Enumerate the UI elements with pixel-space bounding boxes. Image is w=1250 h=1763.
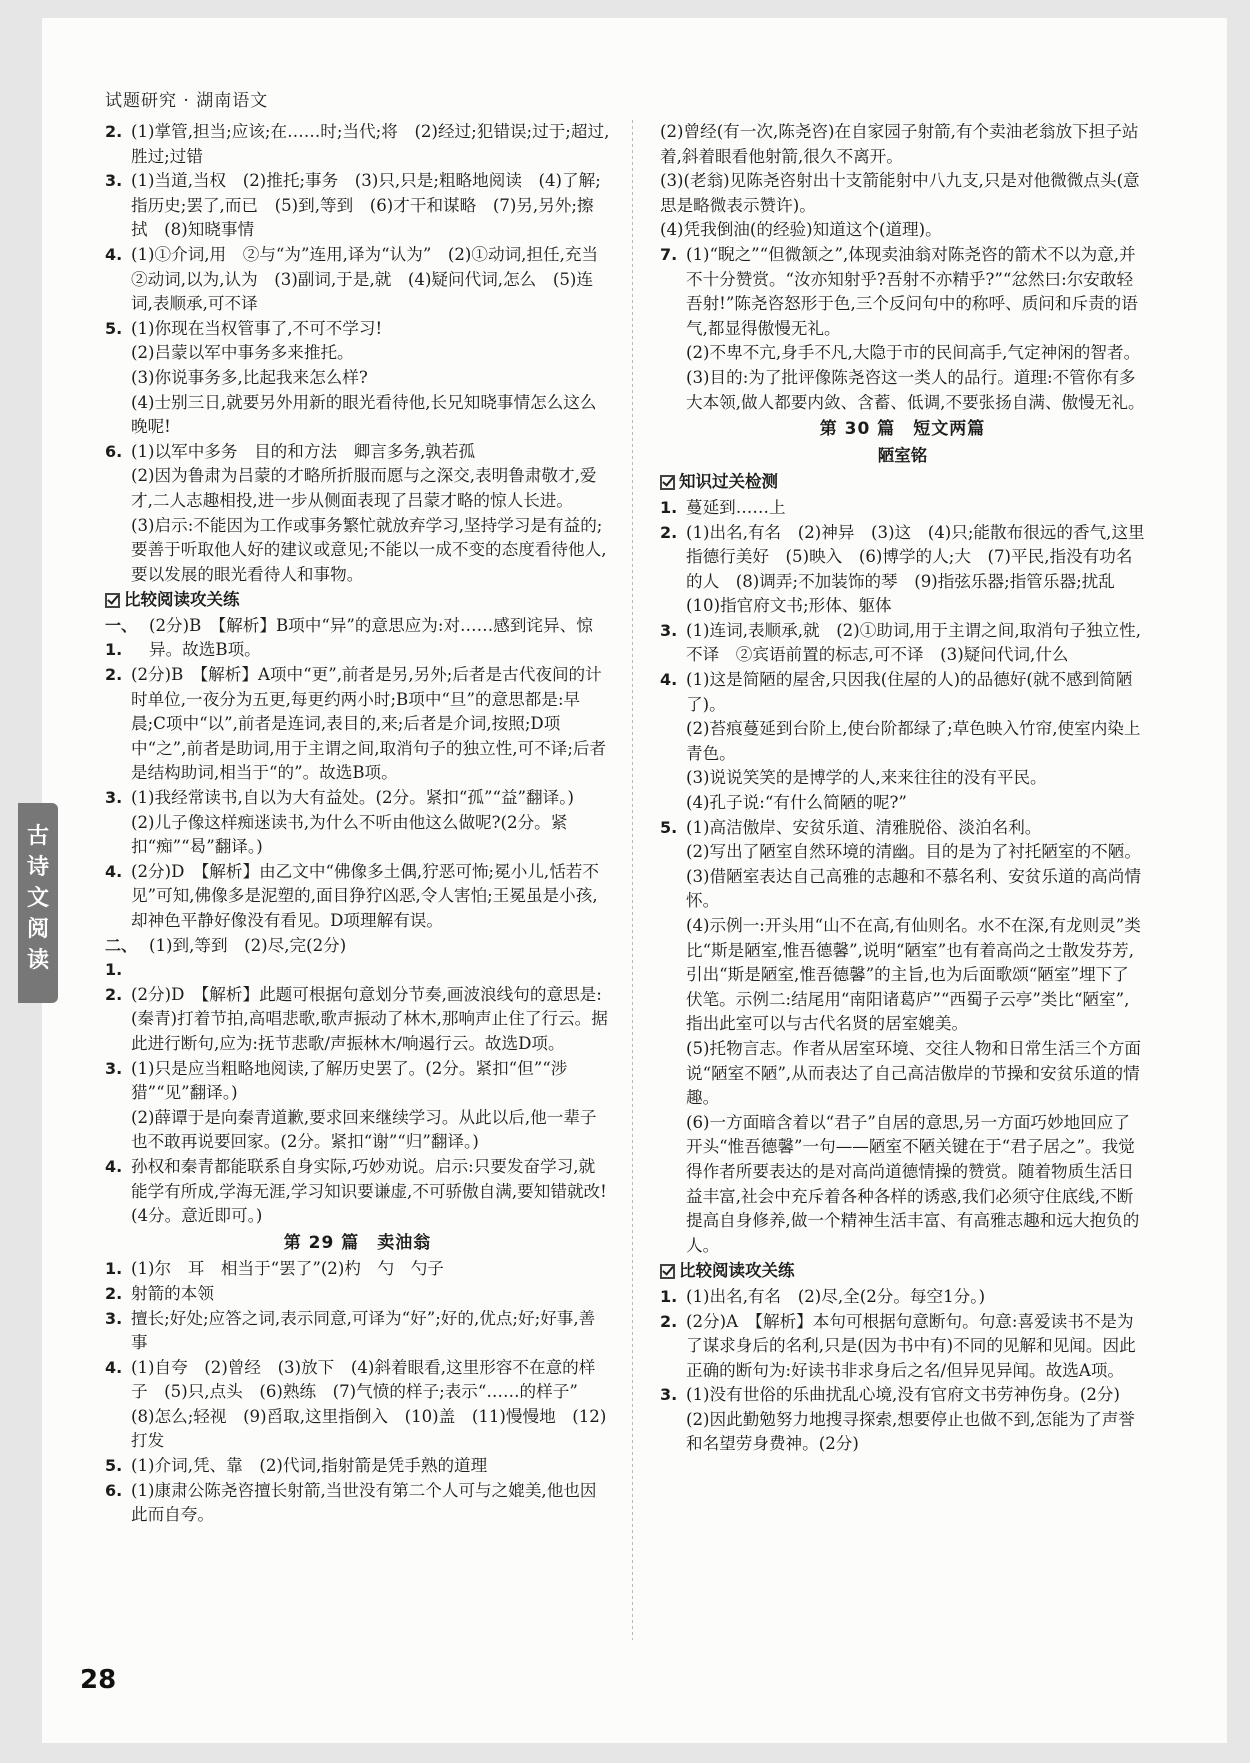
answer-line: (2)写出了陋室自然环境的清幽。目的是为了衬托陋室的不陋。 (686, 842, 1141, 862)
answer-item: 4. (1)①介词,用 ②与“为”连用,译为“认为” (2)①动词,担任,充当 ②动词,以为,认为 (3)副词,于是,就 (4)疑问代词,怎么 (5)连词,表顺承,可不译 (105, 244, 615, 314)
answer-line: (2)不卑不亢,身手不凡,大隐于市的民间高手,气定神闲的智者。 (686, 343, 1141, 363)
answer-line: (2)因此勤勉努力地搜寻探索,想要停止也做不到,怎能为了声誉和名望劳身费神。(2分) (686, 1409, 1135, 1454)
answer-line: (3)(老翁)见陈尧咨射出十支箭能射中八九支,只是对他微微点头(意思是略微表示赞许)。 (660, 171, 1140, 215)
answer-line: (3)目的:为了批评像陈尧咨这一类人的品行。道理:不管你有多大本领,做人都要内敛、含蓄、低调,不要张扬自满、傲慢无礼。 (686, 367, 1145, 412)
answer-item: 4. 孙权和秦青都能联系自身实际,巧妙劝说。启示:只要发奋学习,就能学有所成,学海无涯,学习知识要谦虚,不可骄傲自满,要知错就改!(4分。意近即可。) (105, 1156, 607, 1226)
section-heading: 知识过关检测 (660, 470, 1145, 495)
answer-item: 2. (1)出名,有名 (2)神异 (3)这 (4)只;能散布很远的香气,这里指德行美好 (5)映入 (6)博学的人;大 (7)平民,指没有功名的人 (8)调弄;不加装饰的琴 (9)指弦乐器;指管乐器;扰乱 (10)指官府文书;形体、躯体 (660, 522, 1145, 616)
answer-line: (3)说说笑笑的是博学的人,来来往往的没有平民。 (686, 768, 1047, 788)
answer-item: 2. (2分)A 【解析】本句可根据句意断句。句意:喜爱读书不是为了谋求身后的名利,只是(因为书中有)不同的见解和见闻。因此正确的断句为:好读书非求身后之名/但异见异闻。故选A项。 (660, 1311, 1136, 1380)
answer-line: (2)吕蒙以军中事务多来推托。 (131, 343, 354, 363)
answer-item: 6. (1)康肃公陈尧咨擅长射箭,当世没有第二个人可与之媲美,他也因此而自夸。 (105, 1480, 597, 1525)
answer-item: 2. (2分)B 【解析】A项中“更”,前者是另,另外;后者是古代夜间的计时单位,一夜分为五更,每更约两小时;B项中“旦”的意思都是:早晨;C项中“以”,前者是连词,表目的,来;后者是介词,按照;D项中“之”,前者是助词,用于主谓之间,取消句子的独立性,可不译;后者是结构助词,相当于“的”。故选B项。 (105, 665, 607, 783)
answer-line: (3)你说事务多,比起我来怎么样? (131, 367, 368, 387)
answer-item: 一、1. (2分)B 【解析】B项中“异”的意思应为:对……感到诧异、惊异。故选B项。 (105, 615, 593, 660)
section-heading: 比较阅读攻关练 (660, 1259, 1145, 1284)
checkbox-icon (660, 1264, 675, 1279)
answer-item: 3. (1)我经常读书,自以为大有益处。(2分。紧扣“孤”“益”翻译。) (105, 788, 574, 808)
answer-line: (5)托物言志。作者从居室环境、交往人物和日常生活三个方面说“陋室不陋”,从而表达了自己高洁傲岸的节操和安贫乐道的情趣。 (686, 1038, 1141, 1108)
answer-item: 5. (1)你现在当权管事了,不可不学习! (105, 318, 383, 338)
side-tab (18, 803, 58, 1003)
page-number: 28 (80, 1665, 117, 1695)
answer-item: 3. 擅长;好处;应答之词,表示同意,可译为“好”;好的,优点;好;好事,善事 (105, 1308, 596, 1353)
answer-item: 4. (2分)D 【解析】由乙文中“佛像多土偶,狞恶可怖;冕小儿,恬若不见”可知,佛像多是泥塑的,面目狰狞凶恶,令人害怕;王冕虽是小孩,却神色平静好像没有看见。D项理解有误。 (105, 861, 599, 930)
answer-line: (3)借陋室表达自己高雅的志趣和不慕名利、安贫乐道的高尚情怀。 (686, 866, 1141, 911)
lesson-subtitle: 陋室铭 (877, 445, 928, 465)
lesson-title: 第 30 篇 短文两篇 (819, 419, 986, 440)
left-column (105, 120, 615, 1528)
right-column (660, 120, 1145, 1457)
running-header: 试题研究 · 湖南语文 (105, 91, 269, 111)
answer-item: 3. (1)当道,当权 (2)推托;事务 (3)只,只是;粗略地阅读 (4)了解;指历史;罢了,而已 (5)到,等到 (6)才干和谋略 (7)另,另外;擦拭 (8)知晓事情 (105, 171, 601, 240)
answer-line: (3)启示:不能因为工作或事务繁忙就放弃学习,坚持学习是有益的;要善于听取他人好的建议或意见;不能以一成不变的态度看待他人,要以发展的眼光看待人和事物。 (131, 515, 607, 584)
answer-item: 1. (1)尔 耳 相当于“罢了”(2)杓 勺 勺子 (105, 1259, 444, 1279)
answer-item: 2. (2分)D 【解析】此题可根据句意划分节奏,画波浪线句的意思是:(秦青)打着节拍,高唱悲歌,歌声振动了林木,那响声止住了行云。据此进行断句,应为:抚节悲歌/声振林木/响遏行云。故选D项。 (105, 984, 608, 1053)
checkbox-icon (105, 593, 120, 608)
answer-line: (4)士别三日,就要另外用新的眼光看待他,长兄知晓事情怎么这么晚呢! (131, 392, 597, 437)
answer-item: 5. (1)高洁傲岸、安贫乐道、清雅脱俗、淡泊名利。 (660, 817, 1042, 837)
answer-item: 7. (1)“睨之”“但微颔之”,体现卖油翁对陈尧咨的箭术不以为意,并不十分赞赏。“汝亦知射乎?吾射不亦精乎?”“忿然曰:尔安敢轻吾射!”陈尧咨怒形于色,三个反问句中的称呼、质问和斥责的语气,都显得傲慢无礼。 (660, 244, 1138, 338)
answer-line: (6)一方面暗含着以“君子”自居的意思,另一方面巧妙地回应了开头“惟吾德馨”一句——陋室不陋关键在于“君子居之”。我觉得作者所要表达的是对高尚道德情操的赞赏。随着物质生活日益丰富,社会中充斥着各种各样的诱惑,我们必须守住底线,不断提高自身修养,做一个精神生活丰富、有高雅志趣和远大抱负的人。 (686, 1112, 1140, 1255)
answer-line: (4)示例一:开头用“山不在高,有仙则名。水不在深,有龙则灵”类比“斯是陋室,惟吾德馨”,说明“陋室”也有着高尚之士散发芬芳,引出“斯是陋室,惟吾德馨”的主旨,也为后面歌颂“陋室”埋下了伏笔。示例二:结尾用“南阳诸葛庐”“西蜀子云亭”类比“陋室”,指出此室可以与古代名贤的居室媲美。 (686, 916, 1141, 1034)
answer-item: 1. 蔓延到……上 (660, 497, 786, 517)
answer-line: (2)因为鲁肃为吕蒙的才略所折服而愿与之深交,表明鲁肃敬才,爱才,二人志趣相投,进一步从侧面表现了吕蒙才略的惊人长进。 (131, 466, 597, 510)
answer-item: 1. (1)出名,有名 (2)尽,全(2分。每空1分。) (660, 1286, 986, 1306)
answer-line: (2)曾经(有一次,陈尧咨)在自家园子射箭,有个卖油老翁放下担子站着,斜着眼看他射箭,很久不离开。 (660, 122, 1139, 166)
answer-line: (2)苔痕蔓延到台阶上,使台阶都绿了;草色映入竹帘,使室内染上青色。 (686, 719, 1141, 763)
answer-item: 4. (1)这是简陋的屋舍,只因我(住屋的人)的品德好(就不感到简陋了)。 (660, 670, 1133, 714)
answer-item: 3. (1)连词,表顺承,就 (2)①助词,用于主谓之间,取消句子独立性,不译 ②宾语前置的标志,可不译 (3)疑问代词,什么 (660, 620, 1142, 665)
answer-item: 5. (1)介词,凭、靠 (2)代词,指射箭是凭手熟的道理 (105, 1456, 488, 1476)
checkbox-icon (660, 475, 675, 490)
answer-line: (2)儿子像这样痴迷读书,为什么不听由他这么做呢?(2分。紧扣“痴”“曷”翻译。) (131, 812, 568, 857)
answer-item: 二、1. (1)到,等到 (2)尽,完(2分) (105, 935, 347, 980)
answer-item: 3. (1)没有世俗的乐曲扰乱心境,没有官府文书劳神伤身。(2分) (660, 1385, 1120, 1405)
answer-item: 2. (1)掌管,担当;应该;在……时;当代;将 (2)经过;犯错误;过于;超过,胜过;过错 (105, 122, 610, 166)
answer-line: (4)凭我倒油(的经验)知道这个(道理)。 (660, 220, 942, 240)
answer-item: 3. (1)只是应当粗略地阅读,了解历史罢了。(2分。紧扣“但”“涉猎”“见”翻译。) (105, 1058, 568, 1103)
answer-line: (2)薛谭于是向秦青道歉,要求回来继续学习。从此以后,他一辈子也不敢再说要回家。(2分。紧扣“谢”“归”翻译。) (131, 1107, 597, 1152)
side-tab-label: 古诗文阅读 (27, 824, 50, 973)
answer-line: (4)孔子说:“有什么简陋的呢?” (686, 793, 907, 813)
section-heading: 比较阅读攻关练 (105, 588, 610, 613)
column-divider (632, 120, 633, 1640)
answer-item: 4. (1)自夸 (2)曾经 (3)放下 (4)斜着眼看,这里形容不在意的样子 (5)只,点头 (6)熟练 (7)气愤的样子;表示“……的样子” (8)怎么;轻视 (9)舀取,这里指倒入 (10)盖 (11)慢慢地 (12)打发 (105, 1357, 607, 1451)
answer-item: 2. 射箭的本领 (105, 1283, 214, 1303)
answer-item: 6. (1)以军中多务 目的和方法 卿言多务,孰若孤 (105, 441, 476, 461)
lesson-title: 第 29 篇 卖油翁 (283, 1232, 432, 1253)
